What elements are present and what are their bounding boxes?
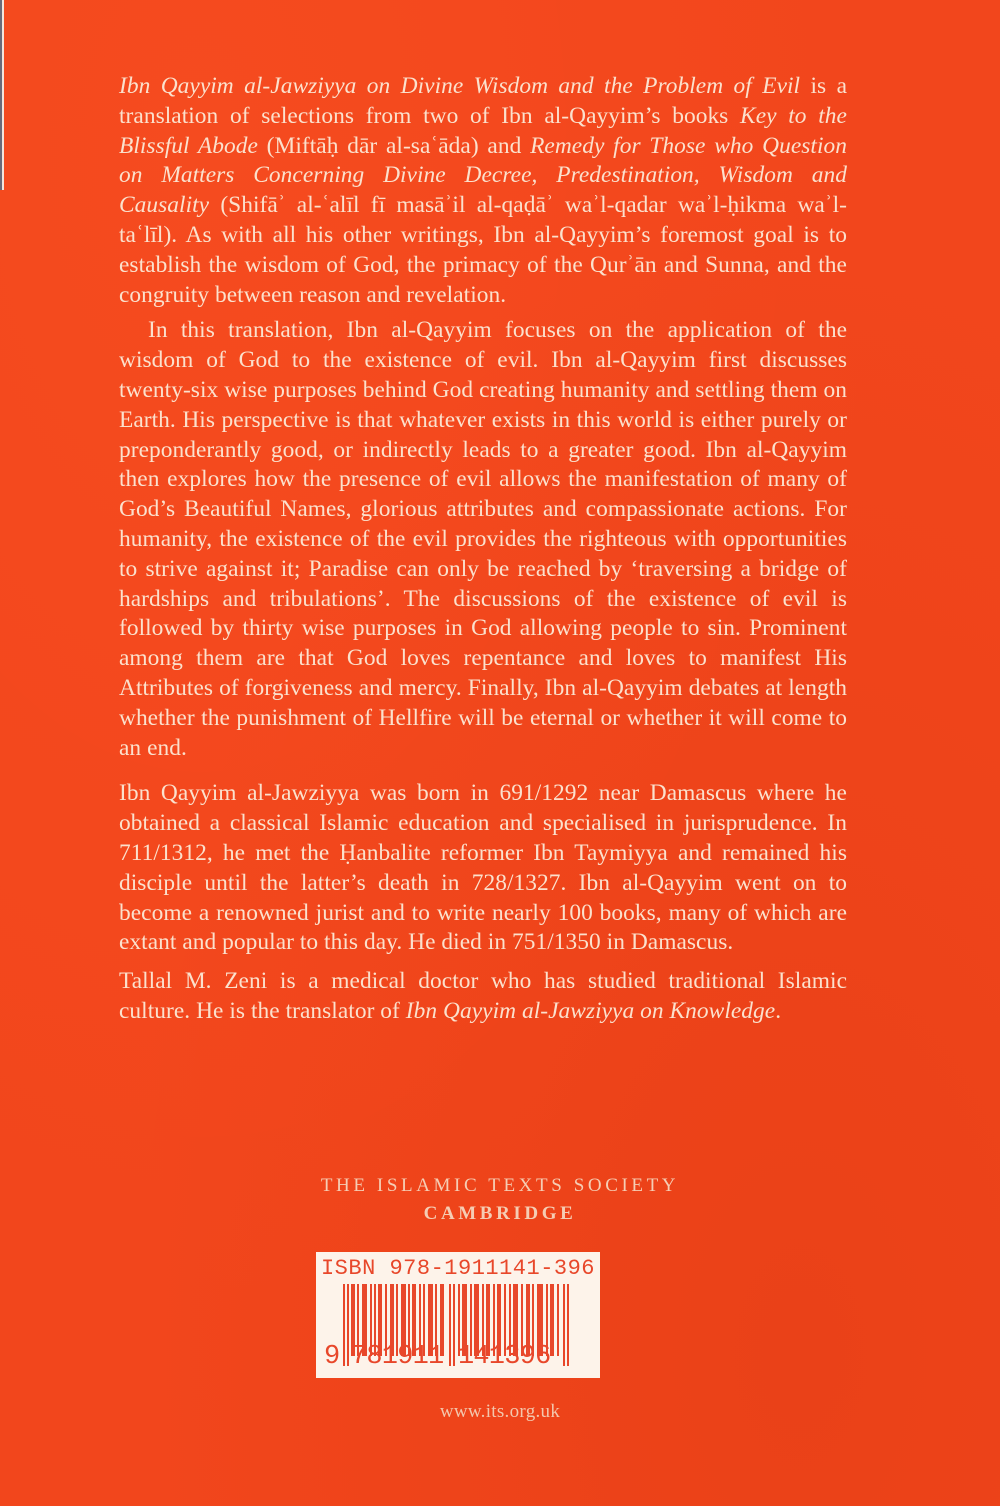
publisher-city: CAMBRIDGE bbox=[423, 1203, 577, 1224]
blurb-text-span: (Shifāʾ al-ʿalīl fī masāʾil al-qaḍāʾ waʾl-qadar waʾl-ḥikma waʾl-taʿlīl). As with all his other writings, Ibn al-Qayyim’s foremost goal is to establish the wisdom of God, the primacy of the Qurʾān and Sunna, and the congruity between reason and revelation. bbox=[119, 192, 847, 308]
blurb-text-span: (Miftāḥ dār al-saʿāda) and bbox=[257, 132, 531, 159]
author-bio: Ibn Qayyim al-Jawziyya was born in 691/1292 near Damascus where he obtained a classical Islamic education and specialised in jurisprudence. In 711/1312, he met the Ḥanbalite reformer Ibn Taymiyya and remained his disciple until the latter’s death in 728/1327. Ibn al-Qayyim went on to become a renowned jurist and to write nearly 100 books, many of which are extant and popular to this day. He died in 751/1350 in Damascus. bbox=[119, 780, 847, 956]
isbn-barcode-box bbox=[316, 1252, 600, 1378]
book-title: Ibn Qayyim al-Jawziyya on Divine Wisdom and the Problem of Evil bbox=[119, 73, 801, 99]
blurb-paragraph-summary: In this translation, Ibn al-Qayyim focuses on the application of the wisdom of God to the existence of evil. Ibn al-Qayyim first discusses twenty-six wise purposes behind God creating humanity and settling them on Earth. His perspective is that whatever exists in this world is either purely or preponderantly good, or indirectly leads to a greater good. Ibn al-Qayyim then explores how the presence of evil allows the manifestation of many of God’s Beautiful Names, glorious attributes and compassionate actions. For humanity, the existence of the evil provides the righteous with opportunities to strive against it; Paradise can only be reached by ‘traversing a bridge of hardships and tribulations’. The discussions of the existence of evil is followed by thirty wise purposes in God allowing people to sin. Prominent among them are that God loves repentance and loves to manifest His Attributes of forgiveness and mercy. Finally, Ibn al-Qayyim debates at length whether the punishment of Hellfire will be eternal or whether it will come to an end. bbox=[119, 317, 847, 761]
blurb-text bbox=[119, 72, 847, 1027]
translator-bio bbox=[119, 967, 847, 1027]
blurb-text-span: Tallal M. Zeni is a medical doctor who has studied traditional Islamic culture. He is the translator of bbox=[119, 968, 847, 1024]
translator-book-title: Ibn Qayyim al-Jawziyya on Knowledge bbox=[405, 997, 776, 1024]
publisher-website: www.its.org.uk bbox=[439, 1401, 561, 1422]
publisher-imprint bbox=[0, 1172, 1000, 1228]
isbn-label: ISBN 978-1911141-396 bbox=[320, 1256, 596, 1281]
source-title-1: Key to the Blissful Abode bbox=[119, 102, 847, 159]
cover-edge bbox=[0, 0, 5, 190]
blurb-text-span: is a translation of selections from two of Ibn al-Qayyim’s books bbox=[119, 73, 847, 129]
source-title-2: Remedy for Those who Question on Matters Concerning Divine Decree, Predestination, Wisdom and Causality bbox=[119, 132, 847, 219]
blurb-text-span: . bbox=[775, 997, 782, 1024]
isbn-left-digits: 781911 bbox=[351, 1342, 444, 1372]
blurb-paragraph-intro bbox=[119, 72, 847, 310]
isbn-lead-digit: 9 bbox=[324, 1342, 341, 1372]
publisher-name: THE ISLAMIC TEXTS SOCIETY bbox=[320, 1175, 680, 1196]
isbn-right-digits: 141396 bbox=[458, 1342, 551, 1372]
